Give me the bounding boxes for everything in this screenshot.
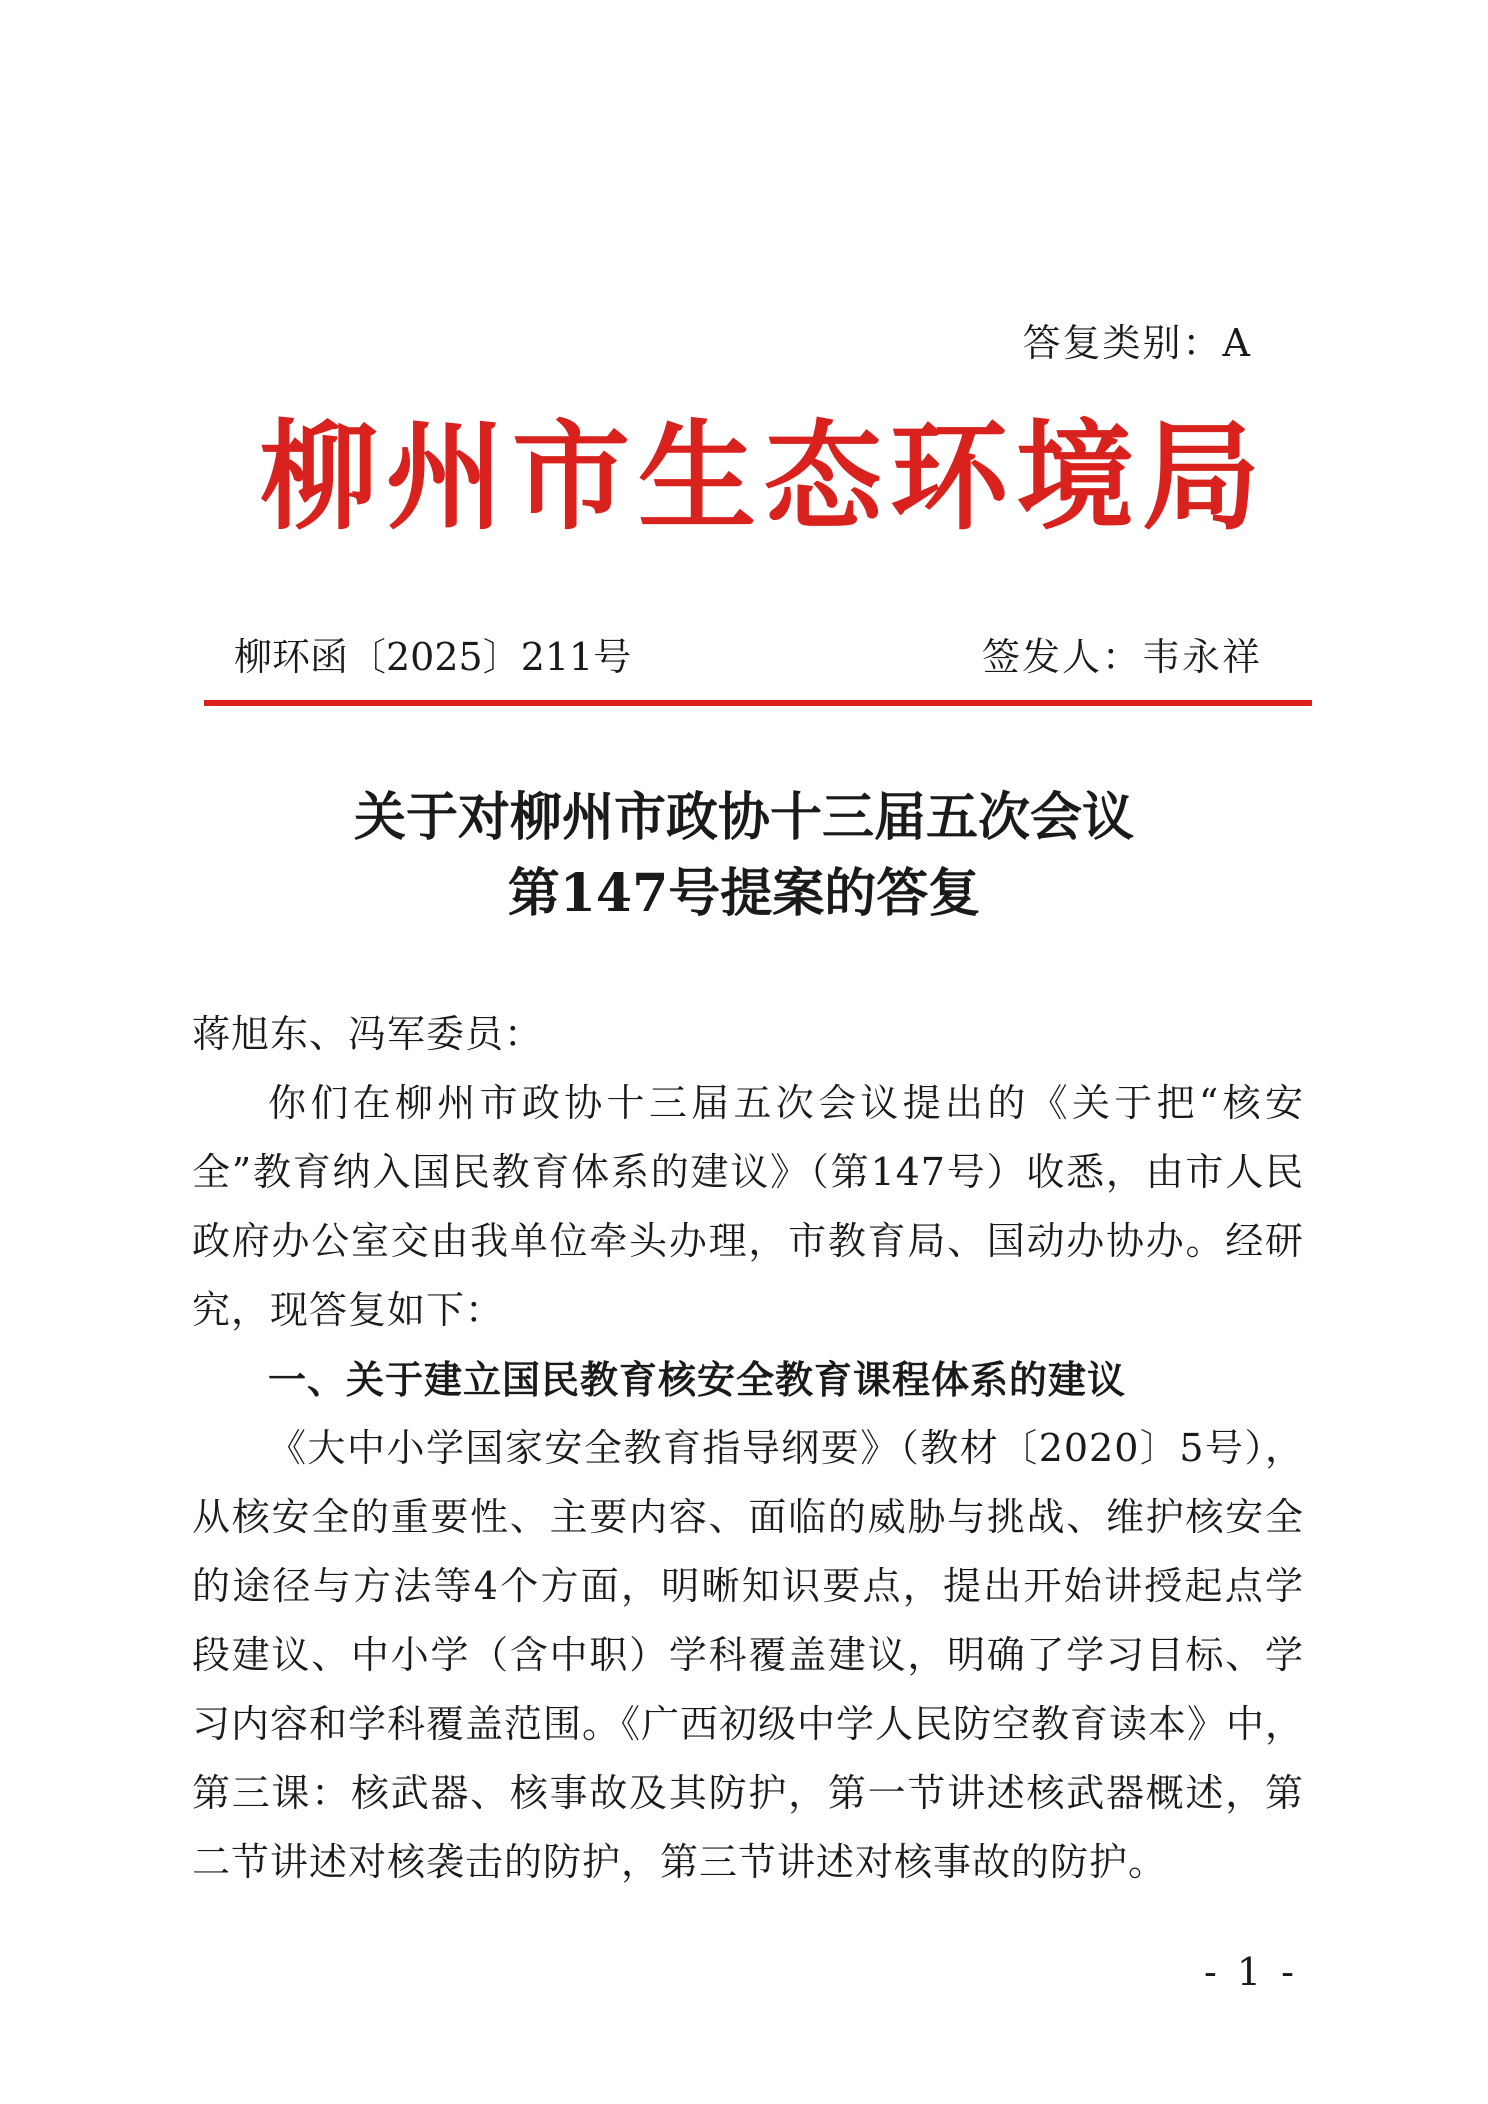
document-title-line-2: 第147号提案的答复	[507, 863, 981, 924]
salutation: 蒋旭东、冯军委员：	[192, 1012, 544, 1056]
issuer: 签发人：韦永祥	[981, 635, 1262, 679]
red-divider-rule	[204, 700, 1312, 706]
document-number: 柳环函〔2025〕211号	[234, 635, 632, 679]
document-title-line-1: 关于对柳州市政协十三届五次会议	[353, 787, 1134, 848]
document-body	[192, 1000, 1304, 1897]
reply-category: 答复类别：A	[1022, 321, 1252, 365]
body-paragraph-2: 《大中小学国家安全教育指导纲要》（教材〔2020〕5号），从核安全的重要性、主要内容、面临的威胁与挑战、维护核安全的途径与方法等4个方面，明晰知识要点，提出开始讲授起点学段建议、中小学（含中职）学科覆盖建议，明确了学习目标、学习内容和学科覆盖范围。《广西初级中学人民防空教育读本》中，第三课：核武器、核事故及其防护，第一节讲述核武器概述，第二节讲述对核袭击的防护，第三节讲述对核事故的防护。	[192, 1426, 1305, 1884]
agency-name-heading: 柳州市生态环境局	[260, 407, 1269, 546]
body-paragraph-1: 你们在柳州市政协十三届五次会议提出的《关于把“核安全”教育纳入国民教育体系的建议》（第147号）收悉，由市人民政府办公室交由我单位牵头办理，市教育局、国动办协办。经研究，现答复如下：	[192, 1081, 1304, 1332]
page-number: - 1 -	[1203, 1950, 1298, 1994]
document-title	[0, 780, 1488, 932]
section-heading-1: 一、关于建立国民教育核安全教育课程体系的建议	[268, 1357, 1127, 1402]
